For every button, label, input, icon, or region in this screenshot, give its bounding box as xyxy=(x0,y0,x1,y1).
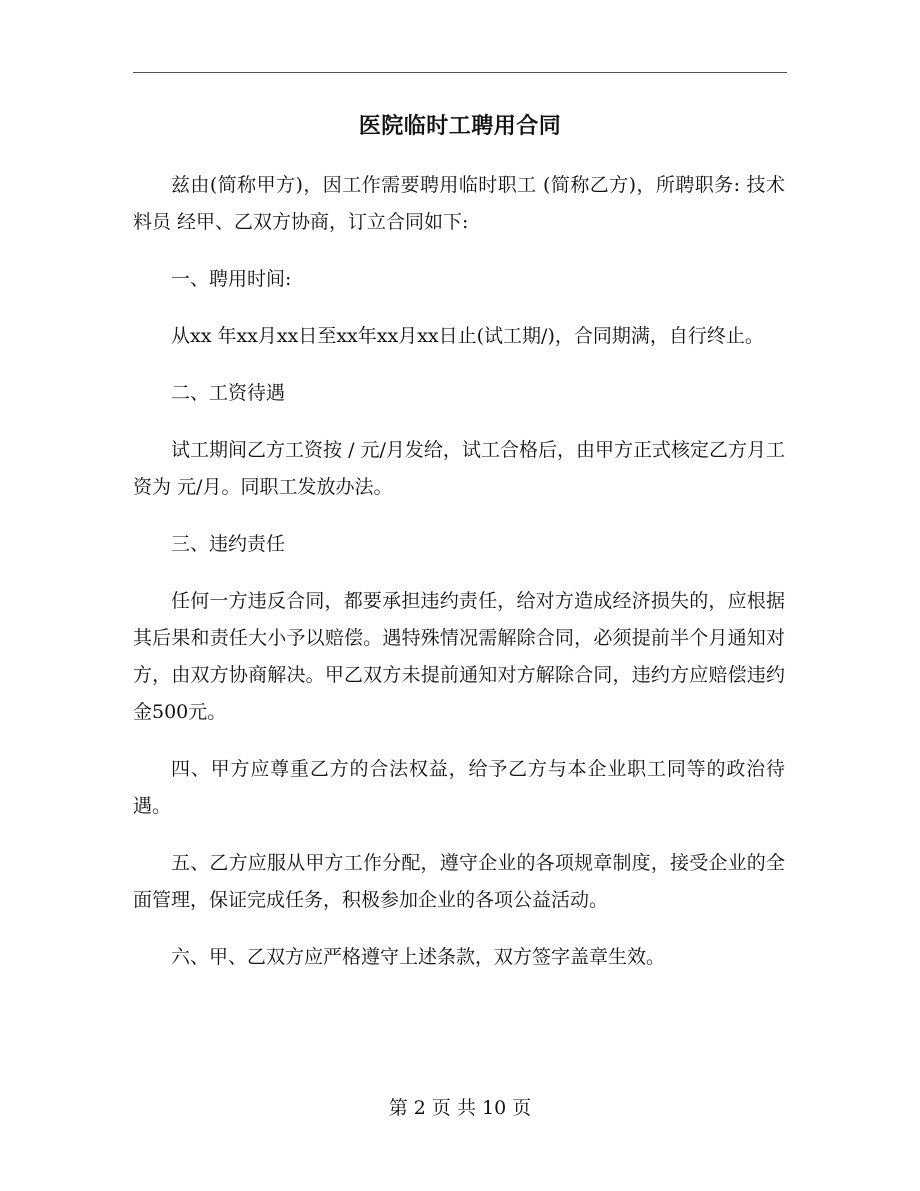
document-title: 医院临时工聘用合同 xyxy=(358,113,562,139)
document-body xyxy=(133,167,785,996)
term-paragraph: 从xx 年xx月xx日至xx年xx月xx日止(试工期/)，合同期满，自行终止。 xyxy=(171,325,764,347)
section-heading-term: 一、聘用时间: xyxy=(171,268,292,290)
clause-five-paragraph: 五、乙方应服从甲方工作分配，遵守企业的各项规章制度，接受企业的全面管理，保证完成任务，积极参加企业的各项公益活动。 xyxy=(133,852,785,911)
section-heading-liability: 三、违约责任 xyxy=(171,533,286,555)
page-number: 第 2 页 共 10 页 xyxy=(388,1097,532,1119)
header-divider xyxy=(133,72,787,73)
liability-paragraph: 任何一方违反合同，都要承担违约责任，给对方造成经济损失的，应根据其后果和责任大小予以赔偿。遇特殊情况需解除合同，必须提前半个月通知对方，由双方协商解决。甲乙双方未提前通知对方解除合同，违约方应赔偿违约金500元。 xyxy=(133,590,785,723)
section-heading-wages: 二、工资待遇 xyxy=(171,382,286,404)
intro-paragraph: 兹由(简称甲方)，因工作需要聘用临时职工 (简称乙方)，所聘职务: 技术料员 经甲、乙双方协商，订立合同如下: xyxy=(133,174,785,233)
wages-paragraph: 试工期间乙方工资按 / 元/月发给，试工合格后，由甲方正式核定乙方月工资为 元/月。同职工发放办法。 xyxy=(133,439,785,498)
clause-six-paragraph: 六、甲、乙双方应严格遵守上述条款，双方签字盖章生效。 xyxy=(171,946,666,968)
clause-four-paragraph: 四、甲方应尊重乙方的合法权益，给予乙方与本企业职工同等的政治待遇。 xyxy=(133,758,785,817)
